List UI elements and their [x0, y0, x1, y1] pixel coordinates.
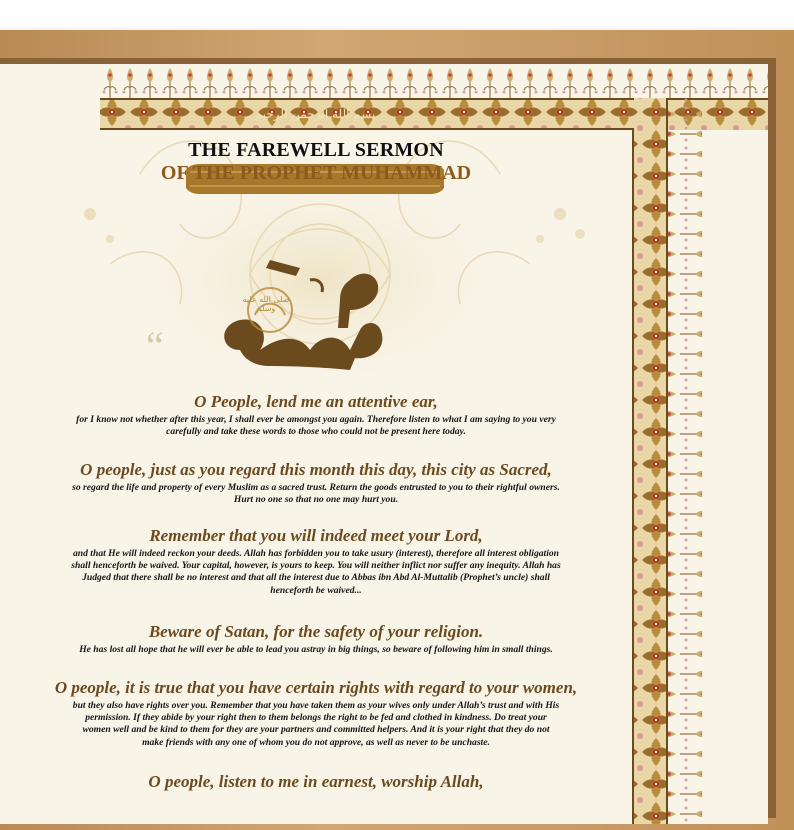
section-line: so regard the life and property of every Muslim as a sacred trust. Return the goods entrusted to you to their rightful owners. [72, 482, 560, 493]
section-line: women well and be kind to them for they are your partners and committed helpers. And it is your right that they do not [82, 724, 550, 736]
right-border-band [634, 98, 666, 824]
top-crest-ornament [100, 64, 768, 98]
calligraphy-small-text: صلى الله عليه وسلم [242, 295, 290, 313]
section-line: make friends with any one of whom you do not approve, as well as never to be unchaste. [142, 736, 490, 748]
section-5 [20, 678, 612, 749]
section-3 [20, 526, 612, 597]
page-title: THE FAREWELL SERMON [188, 139, 444, 161]
section-heading: Remember that you will indeed meet your Lord, [149, 526, 483, 545]
section-1 [20, 392, 612, 438]
section-line: shall henceforth be waived. Your capital, however, is yours to keep. You will neither inflict nor suffer any inequity. Allah has [71, 560, 561, 572]
bismillah-text: بسم الله الرحمن الرحيم [254, 107, 376, 121]
muhammad-calligraphy [200, 240, 410, 380]
section-4 [20, 622, 612, 656]
section-6 [20, 772, 612, 792]
right-crest-ornament [668, 98, 702, 824]
section-line: and that He will indeed reckon your deeds. Allah has forbidden you to take usury (interest), therefore all interest obligation [72, 548, 559, 559]
section-line: Hurt no one so that no one may hurt you. [233, 494, 399, 506]
section-heading: O People, lend me an attentive ear, [194, 392, 438, 411]
section-2 [20, 460, 612, 506]
section-heading: O people, just as you regard this month this day, this city as Sacred, [80, 460, 552, 479]
section-line: He has lost all hope that he will ever be able to lead you astray in big things, so beware of following him in small things. [79, 644, 553, 655]
section-line: but they also have rights over you. Remember that you have taken them as your wives only under Allah’s trust and with His [72, 700, 560, 711]
section-line: for I know not whether after this year, I shall ever be amongst you again. Therefore listen to what I am saying to you very [76, 414, 556, 425]
page-subtitle: OF THE PROPHET MUHAMMAD [160, 162, 472, 184]
section-heading: O people, listen to me in earnest, worship Allah, [148, 772, 484, 791]
section-line: henceforth be waived... [270, 584, 362, 596]
section-heading: Beware of Satan, for the safety of your religion. [148, 622, 484, 641]
section-line: permission. If they abide by your right then to them belongs the right to be fed and clothed in kindness. Do treat your [85, 712, 547, 724]
section-heading: O people, it is true that you have certain rights with regard to your women, [54, 678, 578, 697]
section-line: carefully and take these words to those who could not be present here today. [166, 426, 466, 438]
quote-mark: “ [146, 323, 164, 368]
section-line: Judged that there shall be no interest and that all the interest due to Abbas ibn Abd Al-Muttalib (Prophet’s uncle) shall [82, 572, 550, 584]
